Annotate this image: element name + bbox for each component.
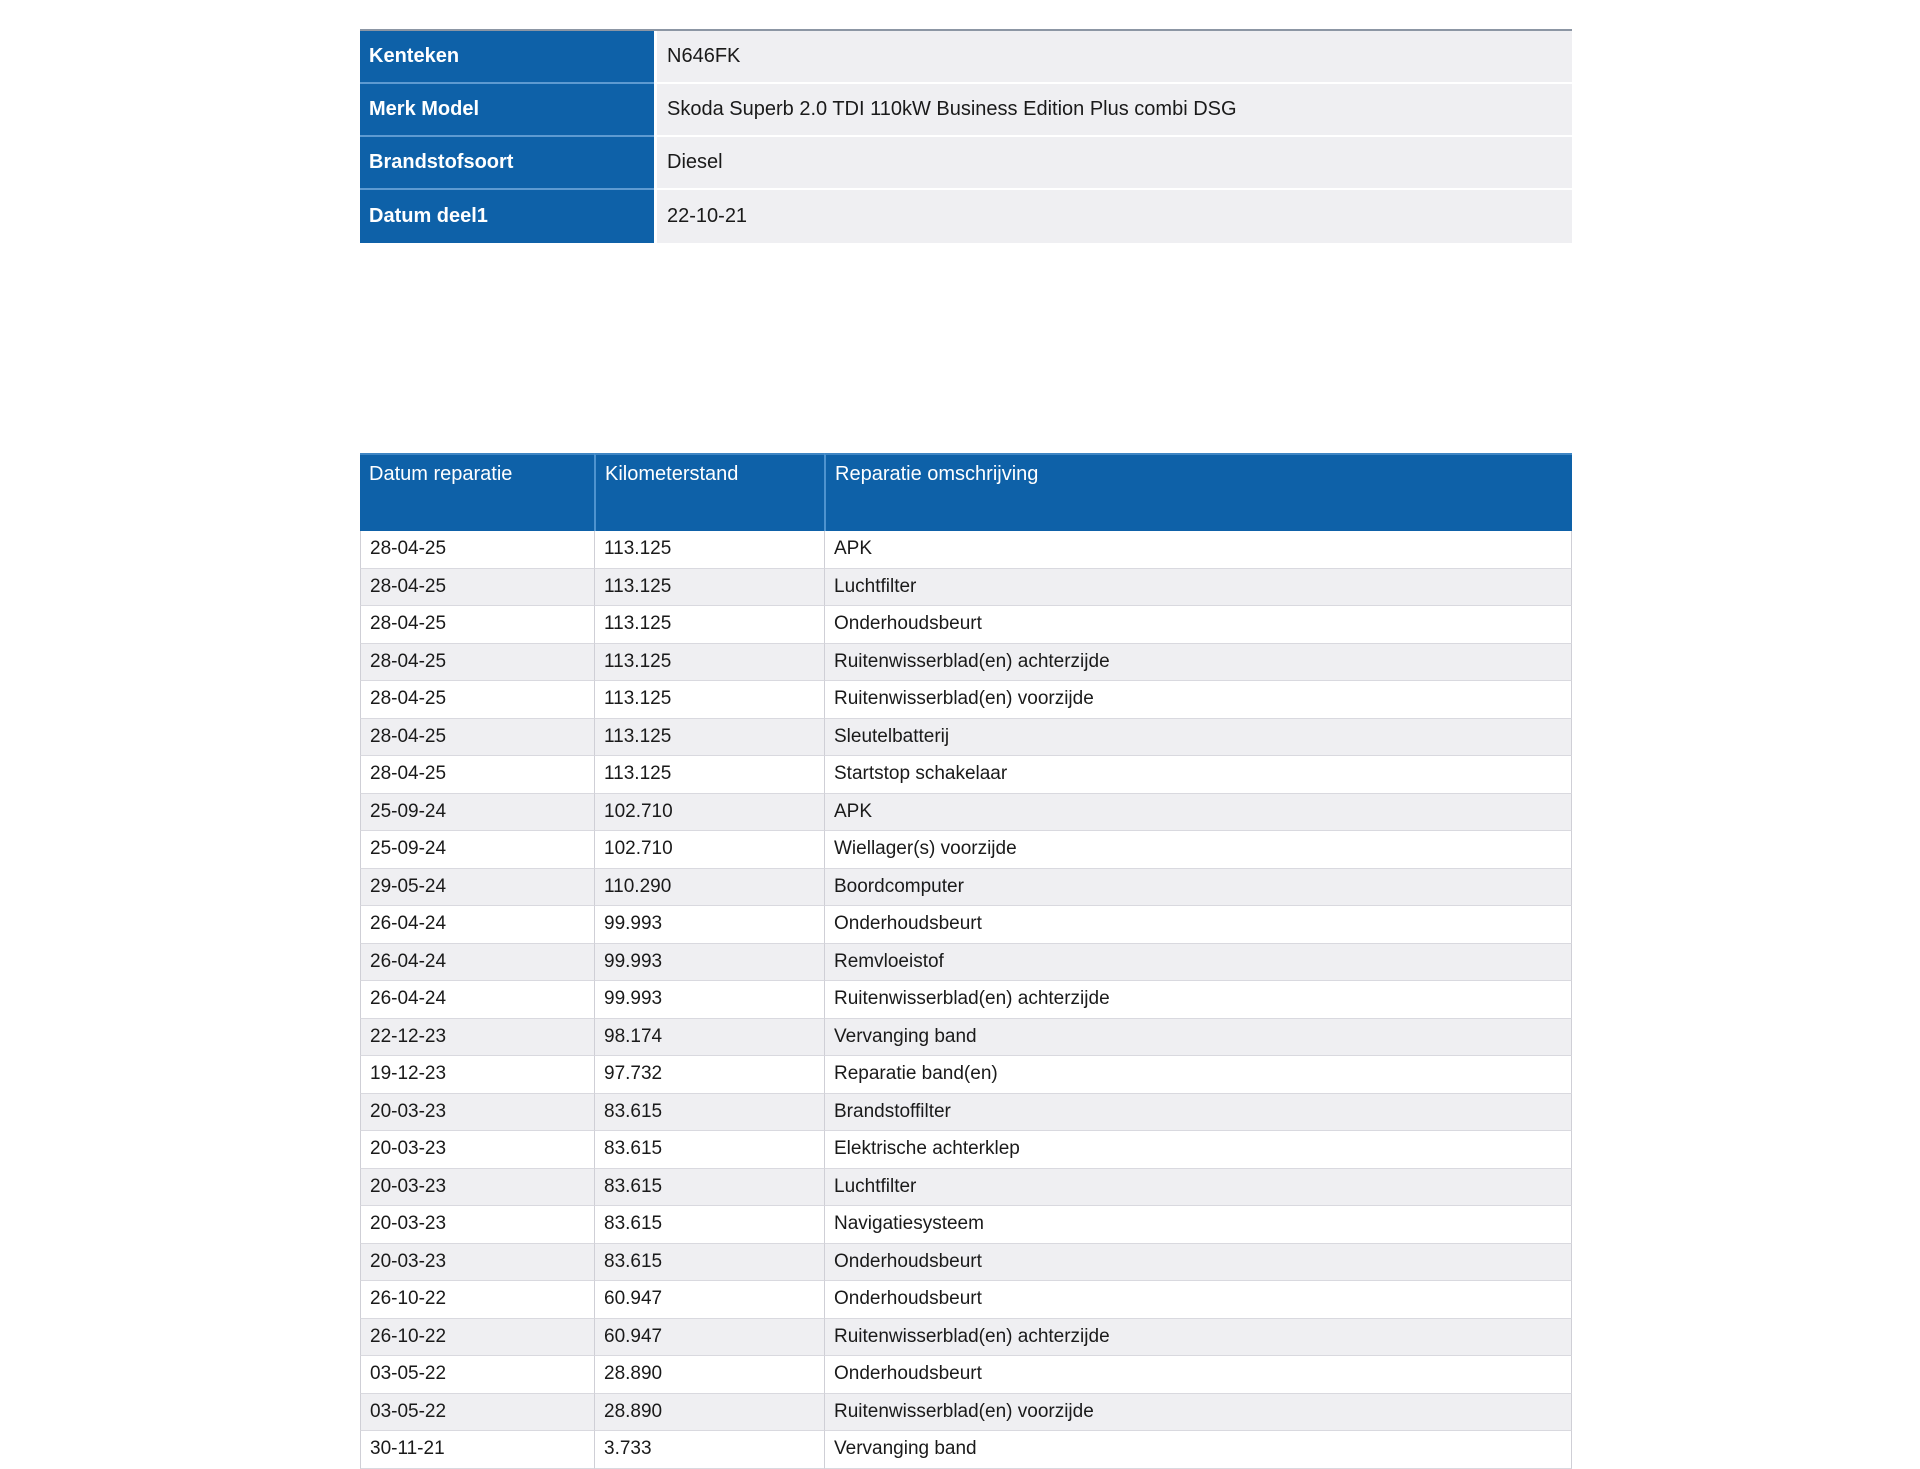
repair-date-cell: 22-12-23 — [360, 1019, 594, 1057]
column-header-reparatie-omschrijving: Reparatie omschrijving — [824, 453, 1572, 531]
repair-date-cell: 20-03-23 — [360, 1094, 594, 1132]
vehicle-info-label: Datum deel1 — [360, 190, 654, 243]
repair-date-cell: 25-09-24 — [360, 794, 594, 832]
table-row — [360, 756, 1572, 794]
repair-km-cell: 102.710 — [594, 831, 824, 869]
repair-km-cell: 99.993 — [594, 981, 824, 1019]
repair-date-cell: 28-04-25 — [360, 569, 594, 607]
repair-km-cell: 113.125 — [594, 606, 824, 644]
repair-description-cell: Reparatie band(en) — [824, 1056, 1572, 1094]
vehicle-info-value: Skoda Superb 2.0 TDI 110kW Business Edition Plus combi DSG — [654, 84, 1572, 137]
table-row — [360, 1056, 1572, 1094]
column-header-kilometerstand: Kilometerstand — [594, 453, 824, 531]
table-row — [360, 1206, 1572, 1244]
repair-date-cell: 20-03-23 — [360, 1206, 594, 1244]
vehicle-info-row — [360, 31, 1572, 84]
repair-date-cell: 28-04-25 — [360, 531, 594, 569]
table-row — [360, 981, 1572, 1019]
repair-km-cell: 83.615 — [594, 1206, 824, 1244]
column-header-datum-reparatie: Datum reparatie — [360, 453, 594, 531]
table-row — [360, 1394, 1572, 1432]
repair-description-cell: Vervanging band — [824, 1019, 1572, 1057]
repair-km-cell: 60.947 — [594, 1319, 824, 1357]
repair-km-cell: 99.993 — [594, 906, 824, 944]
repair-date-cell: 20-03-23 — [360, 1131, 594, 1169]
repair-date-cell: 26-04-24 — [360, 906, 594, 944]
table-row — [360, 1019, 1572, 1057]
vehicle-info-row — [360, 84, 1572, 137]
repair-description-cell: Ruitenwisserblad(en) voorzijde — [824, 1394, 1572, 1432]
repair-date-cell: 28-04-25 — [360, 719, 594, 757]
vehicle-info-label: Kenteken — [360, 31, 654, 84]
repair-date-cell: 28-04-25 — [360, 756, 594, 794]
repair-description-cell: Luchtfilter — [824, 569, 1572, 607]
repairs-header-row — [360, 453, 1572, 531]
repair-description-cell: Elektrische achterklep — [824, 1131, 1572, 1169]
repair-km-cell: 110.290 — [594, 869, 824, 907]
vehicle-info-label: Merk Model — [360, 84, 654, 137]
repair-description-cell: Onderhoudsbeurt — [824, 1244, 1572, 1282]
repair-description-cell: Ruitenwisserblad(en) achterzijde — [824, 644, 1572, 682]
repair-date-cell: 03-05-22 — [360, 1356, 594, 1394]
table-row — [360, 606, 1572, 644]
vehicle-info-value: N646FK — [654, 31, 1572, 84]
repair-km-cell: 28.890 — [594, 1356, 824, 1394]
table-row — [360, 1281, 1572, 1319]
repair-km-cell: 113.125 — [594, 719, 824, 757]
repair-description-cell: Ruitenwisserblad(en) voorzijde — [824, 681, 1572, 719]
repair-description-cell: Wiellager(s) voorzijde — [824, 831, 1572, 869]
repair-date-cell: 30-11-21 — [360, 1431, 594, 1469]
repair-km-cell: 3.733 — [594, 1431, 824, 1469]
table-row — [360, 869, 1572, 907]
repair-description-cell: Onderhoudsbeurt — [824, 1356, 1572, 1394]
repair-description-cell: Startstop schakelaar — [824, 756, 1572, 794]
repair-description-cell: APK — [824, 794, 1572, 832]
repair-description-cell: Navigatiesysteem — [824, 1206, 1572, 1244]
table-row — [360, 681, 1572, 719]
repair-km-cell: 99.993 — [594, 944, 824, 982]
repair-description-cell: Onderhoudsbeurt — [824, 906, 1572, 944]
repair-description-cell: APK — [824, 531, 1572, 569]
table-row — [360, 1131, 1572, 1169]
vehicle-info-row — [360, 190, 1572, 243]
repair-date-cell: 29-05-24 — [360, 869, 594, 907]
repair-km-cell: 28.890 — [594, 1394, 824, 1432]
repair-date-cell: 03-05-22 — [360, 1394, 594, 1432]
repairs-table — [360, 453, 1572, 1469]
vehicle-info-row — [360, 137, 1572, 190]
table-row — [360, 531, 1572, 569]
table-row — [360, 906, 1572, 944]
repair-date-cell: 26-10-22 — [360, 1281, 594, 1319]
repair-km-cell: 83.615 — [594, 1131, 824, 1169]
repair-date-cell: 26-04-24 — [360, 944, 594, 982]
repair-description-cell: Ruitenwisserblad(en) achterzijde — [824, 981, 1572, 1019]
repair-date-cell: 20-03-23 — [360, 1244, 594, 1282]
table-row — [360, 1169, 1572, 1207]
repair-km-cell: 83.615 — [594, 1244, 824, 1282]
repair-description-cell: Sleutelbatterij — [824, 719, 1572, 757]
repair-date-cell: 26-10-22 — [360, 1319, 594, 1357]
repair-km-cell: 113.125 — [594, 531, 824, 569]
repair-date-cell: 19-12-23 — [360, 1056, 594, 1094]
repair-date-cell: 26-04-24 — [360, 981, 594, 1019]
repair-description-cell: Onderhoudsbeurt — [824, 606, 1572, 644]
vehicle-info-table — [360, 29, 1572, 243]
repair-km-cell: 83.615 — [594, 1094, 824, 1132]
repair-km-cell: 113.125 — [594, 569, 824, 607]
repairs-body — [360, 531, 1572, 1469]
table-row — [360, 1356, 1572, 1394]
repair-date-cell: 25-09-24 — [360, 831, 594, 869]
table-row — [360, 1431, 1572, 1469]
repair-date-cell: 28-04-25 — [360, 606, 594, 644]
repair-km-cell: 113.125 — [594, 756, 824, 794]
repairs-header — [360, 453, 1572, 531]
repair-km-cell: 60.947 — [594, 1281, 824, 1319]
repair-km-cell: 113.125 — [594, 681, 824, 719]
repair-description-cell: Remvloeistof — [824, 944, 1572, 982]
table-row — [360, 1319, 1572, 1357]
table-row — [360, 944, 1572, 982]
vehicle-info-value: Diesel — [654, 137, 1572, 190]
table-row — [360, 1094, 1572, 1132]
repair-description-cell: Boordcomputer — [824, 869, 1572, 907]
repair-km-cell: 97.732 — [594, 1056, 824, 1094]
table-row — [360, 1244, 1572, 1282]
repair-description-cell: Ruitenwisserblad(en) achterzijde — [824, 1319, 1572, 1357]
repair-km-cell: 102.710 — [594, 794, 824, 832]
vehicle-info-label: Brandstofsoort — [360, 137, 654, 190]
repair-description-cell: Vervanging band — [824, 1431, 1572, 1469]
repair-km-cell: 83.615 — [594, 1169, 824, 1207]
repair-date-cell: 20-03-23 — [360, 1169, 594, 1207]
table-row — [360, 794, 1572, 832]
repair-km-cell: 98.174 — [594, 1019, 824, 1057]
repair-date-cell: 28-04-25 — [360, 644, 594, 682]
table-row — [360, 719, 1572, 757]
repair-description-cell: Brandstoffilter — [824, 1094, 1572, 1132]
table-row — [360, 569, 1572, 607]
repair-description-cell: Luchtfilter — [824, 1169, 1572, 1207]
vehicle-info-value: 22-10-21 — [654, 190, 1572, 243]
table-row — [360, 831, 1572, 869]
repair-description-cell: Onderhoudsbeurt — [824, 1281, 1572, 1319]
table-row — [360, 644, 1572, 682]
vehicle-info-body — [360, 31, 1572, 243]
repair-km-cell: 113.125 — [594, 644, 824, 682]
repair-date-cell: 28-04-25 — [360, 681, 594, 719]
